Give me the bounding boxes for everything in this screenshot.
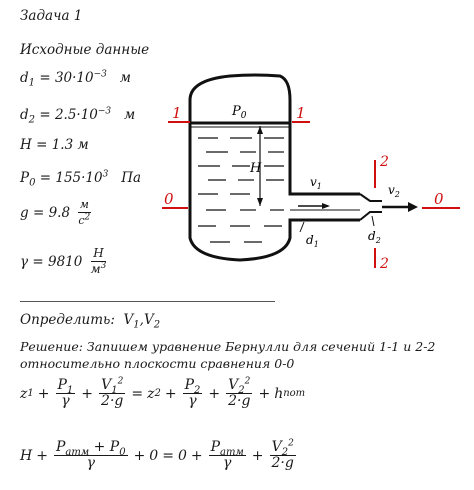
nozzle bbox=[360, 194, 382, 220]
bernoulli-equation: z 1 + $\frac{P_1}{\gamma}$ + $\frac{V_1^2}{2\cdot g}$ = z 2 + $\frac{P_2}{\gamma}$ + $\frac{V_2^2}{2\cdot g}$ + h пот bbox=[20, 376, 306, 409]
v1-label: $v_1$ bbox=[310, 175, 322, 191]
given-P0: $P_0 = 155\cdot 10^3$ Па bbox=[20, 169, 142, 189]
d1-label: $d_1$ bbox=[306, 233, 319, 249]
given-heading: Исходные данные bbox=[20, 42, 150, 58]
bernoulli-equation-substituted: H + $\frac{P_{атм} + P_0}{\gamma}$ + 0 = 0 + $\frac{P_{атм}}{\gamma}$ + $\frac{V_2^2}{2\cdot g}$ bbox=[20, 438, 294, 471]
d2-leader bbox=[372, 216, 374, 226]
section-0-left-label: 0 bbox=[164, 190, 174, 208]
h-arrow-bottom bbox=[257, 198, 263, 206]
given-d1: $d_1 = 30\cdot 10^{-3}$ м bbox=[20, 69, 131, 89]
v2-label: $v_2$ bbox=[388, 183, 400, 199]
section-2-top-label: 2 bbox=[380, 154, 389, 170]
given-H: H = 1.3 м bbox=[20, 137, 89, 153]
section-2-bottom-label: 2 bbox=[380, 256, 389, 272]
p0-label: $P_0$ bbox=[232, 104, 247, 121]
find-line: Определить: $V_1,V_2$ bbox=[20, 312, 161, 331]
v1-arrowhead bbox=[322, 203, 330, 209]
solution-line-2: относительно плоскости сравнения 0-0 bbox=[20, 356, 295, 371]
tank-diagram bbox=[160, 60, 470, 280]
section-1-left-label: 1 bbox=[172, 104, 182, 122]
solution-line-1: Решение: Запишем уравнение Бернулли для сечений 1-1 и 2-2 bbox=[20, 339, 436, 354]
task-title: Задача 1 bbox=[20, 8, 83, 24]
given-gamma: γ = 9810 $\frac{H}{м^3}$ bbox=[20, 246, 107, 276]
d2-label: $d_2$ bbox=[368, 229, 381, 245]
given-d2: $d_2 = 2.5\cdot 10^{-3}$ м bbox=[20, 106, 136, 126]
section-1-right-label: 1 bbox=[296, 104, 306, 122]
given-g: g = 9.8 $\frac{м}{c^2}$ bbox=[20, 198, 91, 227]
v2-arrowhead bbox=[408, 202, 418, 212]
h-label: H bbox=[250, 161, 262, 176]
section-0-right-label: 0 bbox=[434, 190, 444, 208]
liquid-hatching bbox=[198, 138, 284, 242]
divider bbox=[20, 301, 275, 302]
d1-leader bbox=[300, 222, 304, 232]
